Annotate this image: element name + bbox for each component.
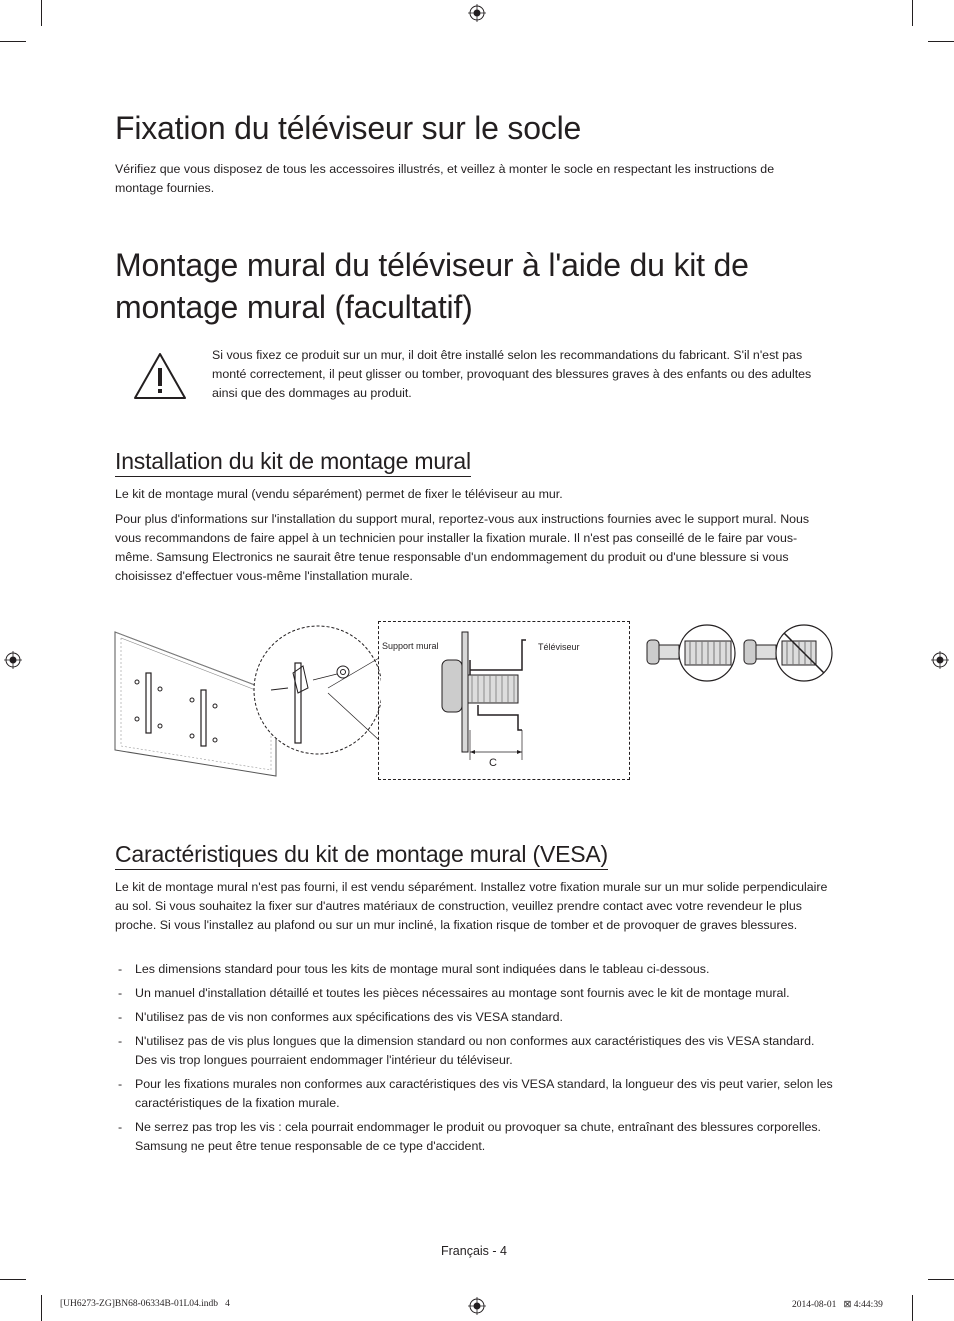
crop-mark-bottom-right-h — [928, 1279, 954, 1280]
list-item: - N'utilisez pas de vis non conformes aux spécifications des vis VESA standard. — [118, 1010, 563, 1024]
registration-mark-left — [4, 651, 22, 669]
televiseur-label: Téléviseur — [538, 642, 580, 652]
warning-icon — [132, 351, 188, 401]
warning-text: Si vous fixez ce produit sur un mur, il doit être installé selon les recommandations du fabricant. S'il n'est pas monté correctement, il peut glisser ou tomber, provoquant des blessures graves à des enfants ou des adultes ainsi que des dommages au produit. — [212, 348, 812, 400]
install-heading: Installation du kit de montage mural — [115, 447, 471, 477]
registration-mark-right — [931, 651, 949, 669]
list-item: - Un manuel d'installation détaillé et toutes les pièces nécessaires au montage sont fournis avec le kit de montage mural. — [118, 986, 790, 1000]
c-dimension-label: C — [489, 757, 497, 769]
section-title-line2: montage mural (facultatif) — [115, 289, 473, 325]
crop-mark-top-left-v — [41, 0, 42, 26]
crop-mark-top-left-h — [0, 41, 26, 42]
screen-detail-drawing — [430, 630, 540, 770]
list-item: - Ne serrez pas trop les vis : cela pourrait endommager le produit ou provoquer sa chute, entraînant des blessures corporelles. Samsung ne peut être tenue responsable de ce type d'accident. — [118, 1120, 821, 1153]
correct-screw-icon — [645, 624, 737, 682]
intro-paragraph: Vérifiez que vous disposez de tous les accessoires illustrés, et veillez à monter le socle en respectant les instructions de montage fournies. — [115, 162, 775, 195]
list-item: - Pour les fixations murales non conformes aux caractéristiques des vis VESA standard, la longueur des vis peut varier, selon les caractéristiques de la fixation murale. — [118, 1077, 833, 1110]
incorrect-screw-icon — [742, 624, 834, 682]
install-paragraph-2: Pour plus d'informations sur l'installation du support mural, reportez-vous aux instructions fournies avec le support mural. Nous vous recommandons de faire appel à un technicien pour installer la fixation murale. Il n'est pas conseillé de le faire par vous-même. Samsung Electronics ne saurait être tenue responsable d'un endommagement du produit ou d'une blessure si vous choisissez d'effectuer vous-même l'installation murale. — [115, 512, 810, 583]
crop-mark-bottom-left-h — [0, 1279, 26, 1280]
section-title-line1: Montage mural du téléviseur à l'aide du kit de — [115, 247, 749, 283]
page-title: Fixation du téléviseur sur le socle — [115, 110, 582, 146]
crop-mark-bottom-left-v — [41, 1295, 42, 1321]
list-item: - Les dimensions standard pour tous les kits de montage mural sont indiquées dans le tableau ci-dessous. — [118, 962, 710, 976]
vesa-heading: Caractéristiques du kit de montage mural (VESA) — [115, 840, 608, 870]
install-paragraph-1: Le kit de montage mural (vendu séparément) permet de fixer le téléviseur au mur. — [115, 487, 563, 501]
list-item: - N'utilisez pas de vis plus longues que la dimension standard ou non conformes aux caractéristiques des vis VESA standard. Des vis trop longues pourraient endommager l'intérieur du téléviseur. — [118, 1034, 815, 1067]
file-name: [UH6273-ZG]BN68-06334B-01L04.indb 4 — [60, 1299, 230, 1309]
vesa-bullet-list — [115, 960, 835, 1161]
crop-mark-top-right-v — [912, 0, 913, 26]
vesa-paragraph: Le kit de montage mural n'est pas fourni, il est vendu séparément. Installez votre fixation murale sur un mur solide perpendiculaire au sol. Si vous souhaitez la fixer sur d'autres matériaux de construction, veuillez prendre contact avec votre revendeur le plus proche. Si vous l'installez au plafond ou sur un mur incliné, la fixation risque de tomber et de provoquer de graves blessures. — [115, 880, 828, 932]
crop-mark-top-right-h — [928, 41, 954, 42]
crop-mark-bottom-right-v — [912, 1295, 913, 1321]
support-mural-label: Support mural — [382, 641, 439, 651]
registration-mark-top — [468, 4, 486, 22]
print-date: 2014-08-01 ⊠ 4:44:39 — [792, 1300, 883, 1310]
wall-mount-illustration — [113, 618, 381, 780]
page-number: Français - 4 — [441, 1244, 507, 1258]
registration-mark-bottom — [468, 1297, 486, 1315]
